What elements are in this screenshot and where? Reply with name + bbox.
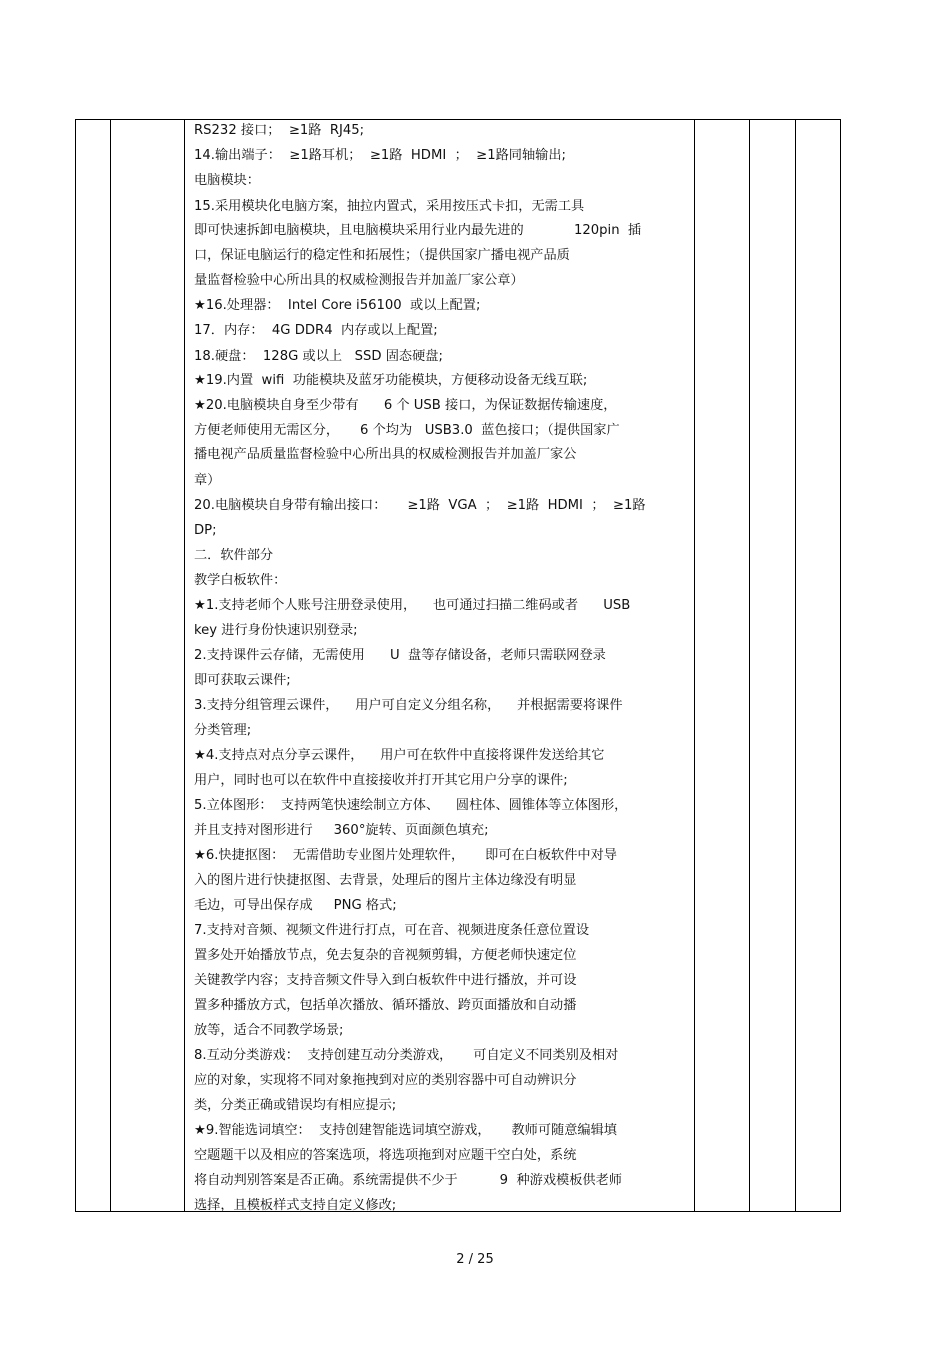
page-number: 2 / 25 [456, 1252, 494, 1267]
table-column-divider [110, 120, 111, 1211]
spec-line: 18.硬盘： 128G 或以上 SSD 固态硬盘; [194, 349, 443, 364]
spec-line: 3.支持分组管理云课件， 用户可自定义分组名称， 并根据需要将课件 [194, 698, 623, 713]
spec-line: 将自动判别答案是否正确。系统需提供不少于 9 种游戏模板供老师 [194, 1173, 622, 1188]
spec-line: 置多种播放方式，包括单次播放、循环播放、跨页面播放和自动播 [194, 998, 577, 1013]
spec-table [75, 119, 841, 1212]
spec-line: 17．内存： 4G DDR4 内存或以上配置; [194, 323, 438, 338]
spec-line: 20.电脑模块自身带有输出接口： ≥1路 VGA ； ≥1路 HDMI ； ≥1路 [194, 498, 646, 513]
spec-line: ★9.智能选词填空： 支持创建智能选词填空游戏， 教师可随意编辑填 [194, 1123, 617, 1138]
spec-line: 教学白板软件： [194, 573, 287, 588]
spec-line: 放等，适合不同教学场景; [194, 1023, 344, 1038]
table-column-divider [184, 120, 185, 1211]
spec-line: 2.支持课件云存储，无需使用 U 盘等存储设备，老师只需联网登录 [194, 648, 606, 663]
spec-line: 并且支持对图形进行 360°旋转、页面颜色填充; [194, 823, 489, 838]
spec-line: 播电视产品质量监督检验中心所出具的权威检测报告并加盖厂家公 [194, 447, 577, 462]
spec-line: 电脑模块： [194, 173, 260, 188]
spec-line: 14.输出端子： ≥1路耳机； ≥1路 HDMI ； ≥1路同轴输出; [194, 148, 566, 163]
table-column-divider [749, 120, 750, 1211]
spec-line: ★1.支持老师个人账号注册登录使用， 也可通过扫描二维码或者 USB [194, 598, 631, 613]
spec-line: 即可获取云课件; [194, 673, 291, 688]
table-column-divider [795, 120, 796, 1211]
spec-line: ★20.电脑模块自身至少带有 6 个 USB 接口，为保证数据传输速度， [194, 398, 617, 413]
spec-line: 选择，且模板样式支持自定义修改; [194, 1198, 397, 1213]
spec-line: DP; [194, 523, 217, 538]
spec-line: ★16.处理器： Intel Core i56100 或以上配置; [194, 298, 481, 313]
spec-line: 15.采用模块化电脑方案，抽拉内置式，采用按压式卡扣，无需工具 [194, 199, 585, 214]
table-column-divider [694, 120, 695, 1211]
spec-line: ★4.支持点对点分享云课件， 用户可在软件中直接将课件发送给其它 [194, 748, 605, 763]
spec-line: 二．软件部分 [194, 548, 274, 563]
spec-line: ★6.快捷抠图： 无需借助专业图片处理软件， 即可在白板软件中对导 [194, 848, 617, 863]
spec-line: 置多处开始播放节点，免去复杂的音视频剪辑，方便老师快速定位 [194, 948, 577, 963]
spec-line: 毛边，可导出保存成 PNG 格式; [194, 898, 397, 913]
spec-line: RS232 接口； ≥1路 RJ45; [194, 123, 365, 138]
spec-line: 7.支持对音频、视频文件进行打点，可在音、视频进度条任意位置设 [194, 923, 590, 938]
spec-line: 方便老师使用无需区分， 6 个均为 USB3.0 蓝色接口；（提供国家广 [194, 423, 620, 438]
spec-line: 8.互动分类游戏： 支持创建互动分类游戏， 可自定义不同类别及相对 [194, 1048, 619, 1063]
spec-line: 类，分类正确或错误均有相应提示; [194, 1098, 397, 1113]
spec-line: 量监督检验中心所出具的权威检测报告并加盖厂家公章） [194, 273, 524, 288]
spec-line: 用户，同时也可以在软件中直接接收并打开其它用户分享的课件; [194, 773, 568, 788]
spec-line: 章） [194, 473, 221, 488]
spec-line: key 进行身份快速识别登录; [194, 623, 358, 638]
spec-line: 应的对象，实现将不同对象拖拽到对应的类别容器中可自动辨识分 [194, 1073, 577, 1088]
spec-line: 即可快速拆卸电脑模块，且电脑模块采用行业内最先进的 120pin 插 [194, 223, 642, 238]
spec-line: 入的图片进行快捷抠图、去背景，处理后的图片主体边缘没有明显 [194, 873, 577, 888]
spec-line: 5.立体图形： 支持两笔快速绘制立方体、 圆柱体、圆锥体等立体图形， [194, 798, 628, 813]
spec-line: 空题题干以及相应的答案选项，将选项拖到对应题干空白处，系统 [194, 1148, 577, 1163]
spec-line: 关键教学内容；支持音频文件导入到白板软件中进行播放，并可设 [194, 973, 577, 988]
spec-line: 口，保证电脑运行的稳定性和拓展性；（提供国家广播电视产品质 [194, 248, 570, 263]
spec-line: ★19.内置 wifi 功能模块及蓝牙功能模块，方便移动设备无线互联; [194, 373, 588, 388]
spec-line: 分类管理; [194, 723, 252, 738]
